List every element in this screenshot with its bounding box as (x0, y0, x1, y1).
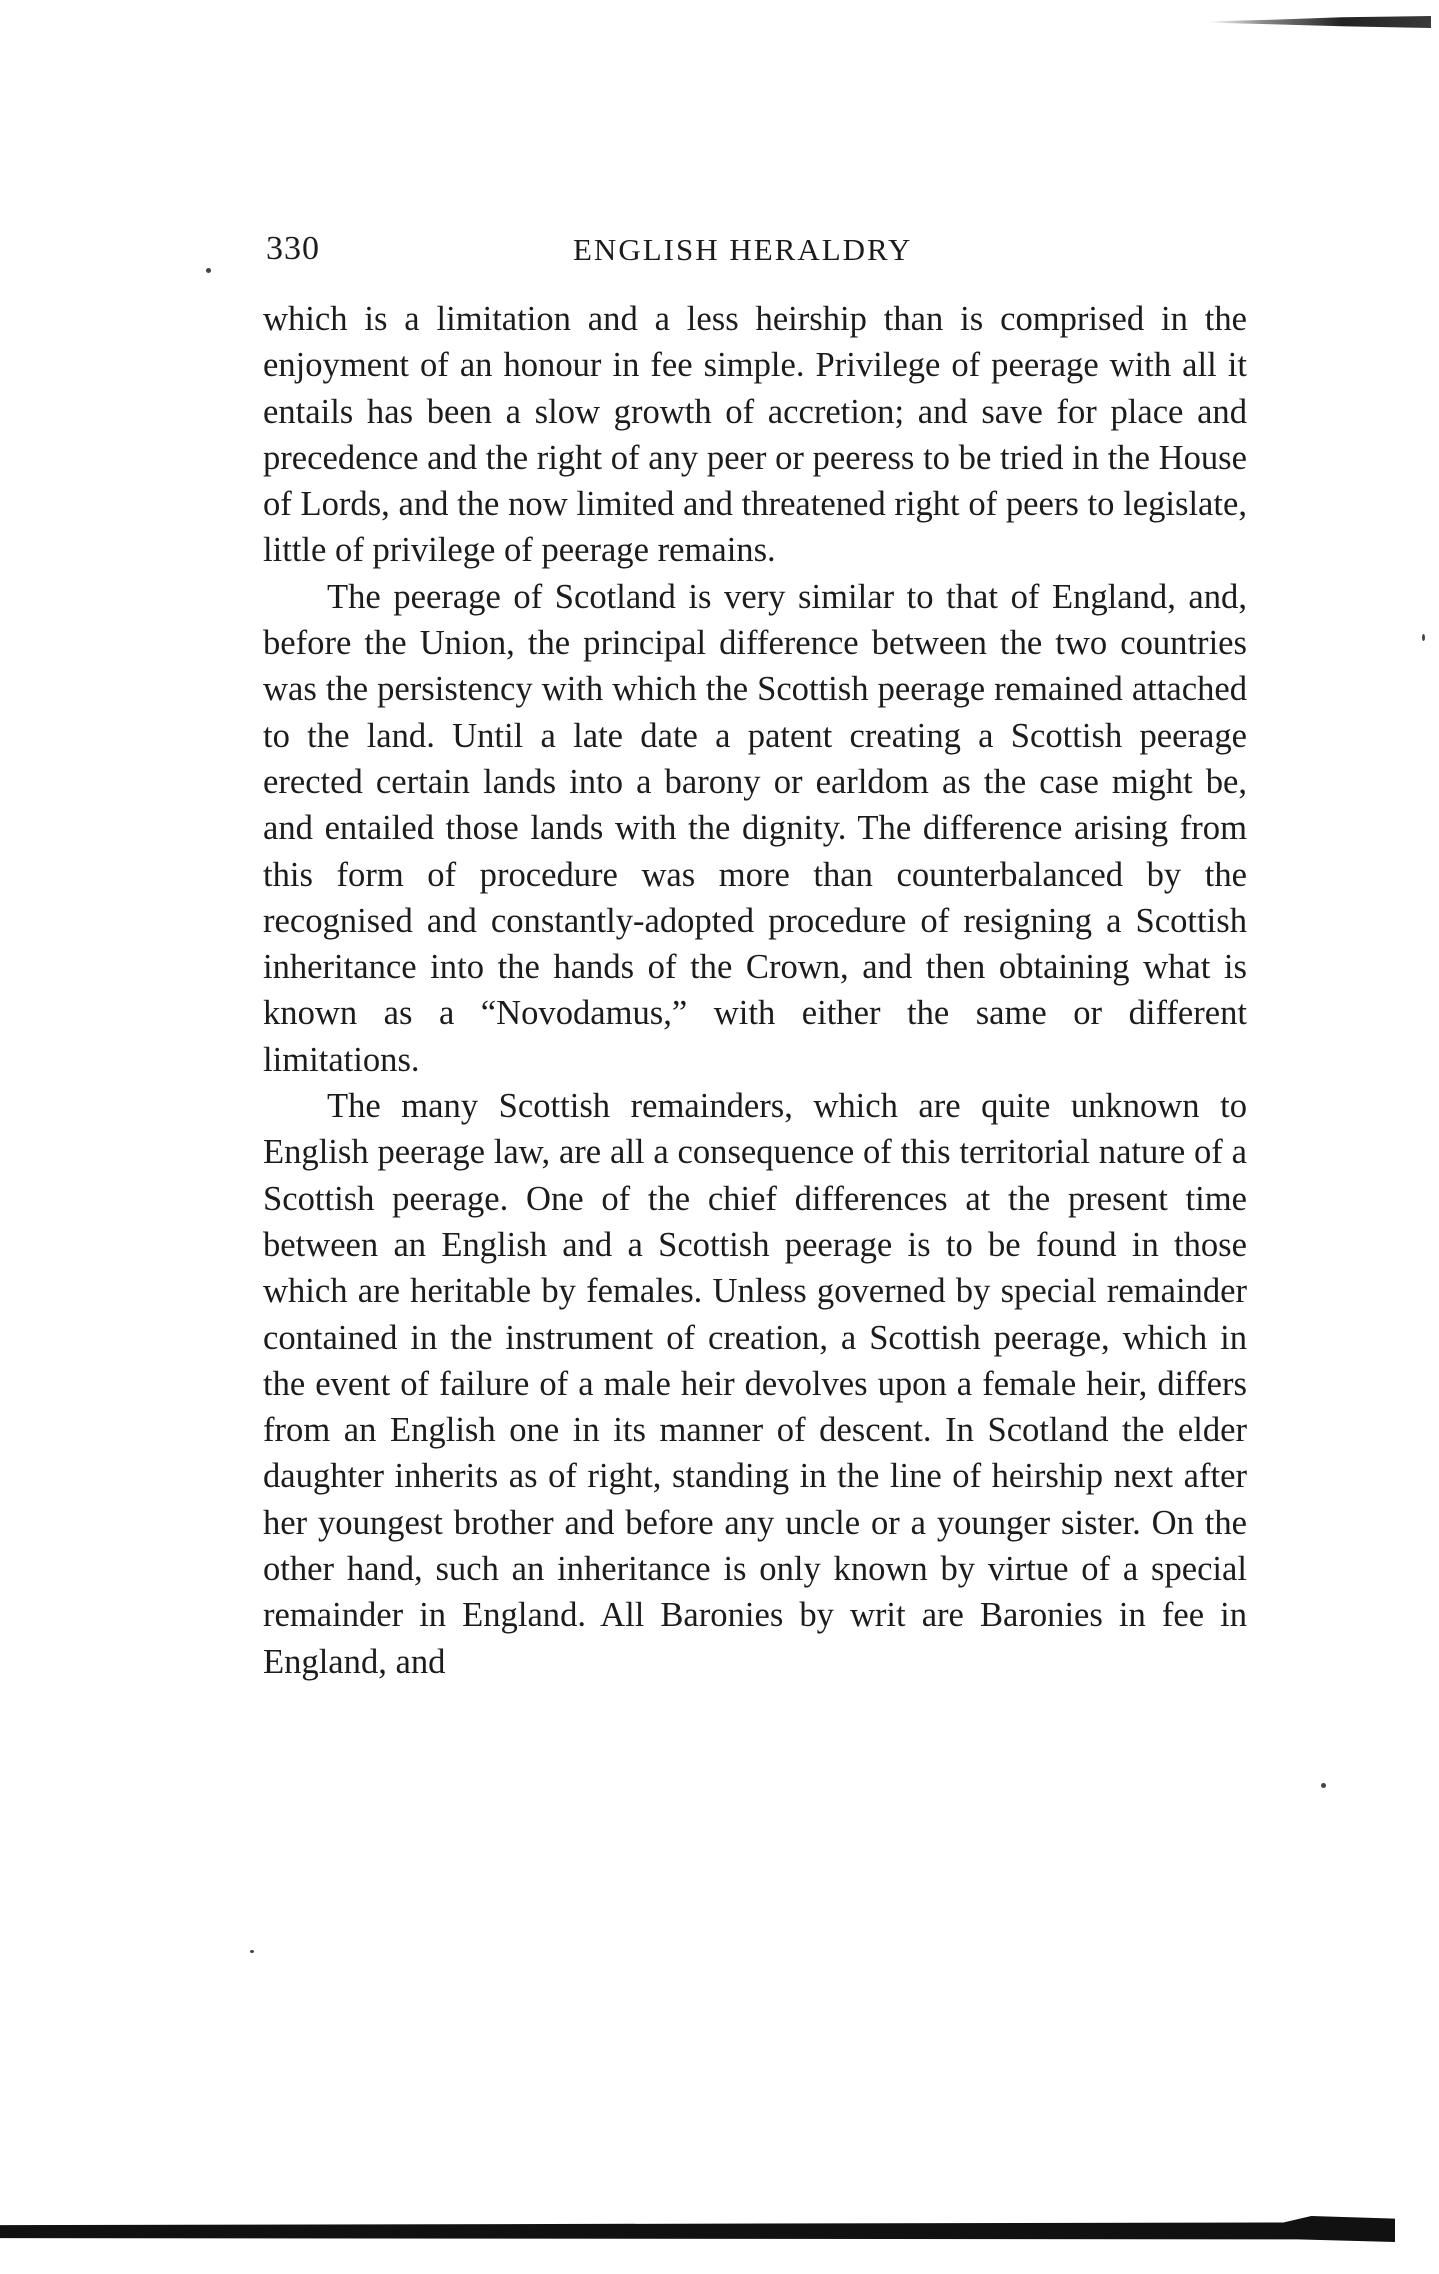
paragraph-2: The peerage of Scotland is very similar to that of England, and, before the Union, the principal difference between the two countries was the persistency with which the Scottish peerage remained attached to the land. Until a late date a patent creating a Scottish peerage erected certain lands into a barony or earldom as the case might be, and entailed those lands with the dignity. The difference arising from this form of procedure was more than counterbalanced by the recognised and constantly-adopted procedure of resigning a Scottish inheritance into the hands of the Crown, and then obtaining what is known as a “Novodamus,” with either the same or different limitations. (263, 577, 1247, 1079)
body-text (263, 296, 1247, 1685)
running-head: ENGLISH HERALDRY (573, 232, 913, 267)
scan-speck-bottom-left (250, 1950, 254, 1953)
scan-edge-mark-top (1208, 16, 1431, 28)
scan-speck-left (206, 268, 211, 273)
page-number: 330 (266, 230, 320, 267)
scan-speck-right-lower (1321, 1783, 1326, 1788)
paragraph-1: which is a limitation and a less heirship than is comprised in the enjoyment of an honour in fee simple. Privilege of peerage with all it entails has been a slow growth of accretion; and save for place and precedence and the right of any peer or peeress to be tried in the House of Lords, and the now limited and threatened right of peers to legislate, little of privilege of peerage remains. (263, 300, 1247, 570)
paragraph-3: The many Scottish remainders, which are quite unknown to English peerage law, are all a consequence of this territorial nature of a Scottish peerage. One of the chief differences at the present time between an English and a Scottish peerage is to be found in those which are heritable by females. Unless governed by special remainder contained in the instrument of creation, a Scottish peerage, which in the event of failure of a male heir devolves upon a female heir, differs from an English one in its manner of descent. In Scotland the elder daughter inherits as of right, standing in the line of heirship next after her youngest brother and before any uncle or a younger sister. On the other hand, such an inheritance is only known by virtue of a special remainder in England. All Baronies by writ are Baronies in fee in England, and (263, 1087, 1247, 1681)
scan-edge-bar-bottom (0, 2216, 1395, 2242)
page-header (266, 230, 1246, 280)
scan-speck-right-upper (1422, 634, 1425, 641)
